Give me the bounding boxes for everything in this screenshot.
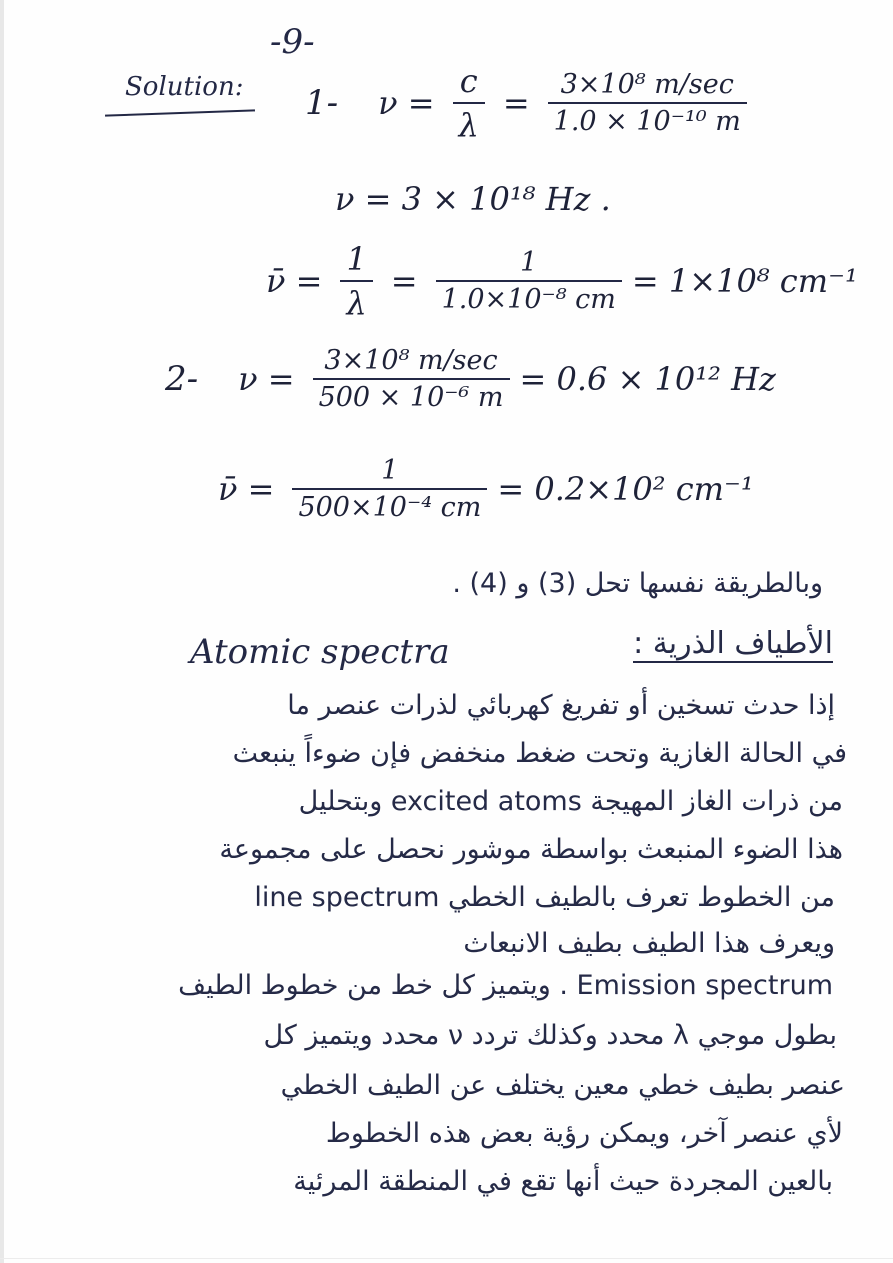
q1-frac2-num: 3×10⁸ m/sec [560, 69, 734, 100]
page-edge-shadow [0, 0, 4, 1263]
q2-wavenumber-result: = 0.2×10² cm⁻¹ [497, 470, 754, 508]
similar-method-note: وبالطريقة نفسها تحل (3) و (4) . [452, 568, 823, 599]
paragraph-line: Emission spectrum . ويتميز كل خط من خطوط الطيف [178, 970, 833, 1001]
page-bottom-edge [0, 1258, 893, 1259]
paragraph-line: من الخطوط تعرف بالطيف الخطي line spectrum [254, 882, 835, 913]
q2-frequency-fraction [313, 345, 510, 413]
paragraph-line: بالعين المجردة حيث أنها تقع في المنطقة المرئية [293, 1166, 833, 1197]
q1-value-fraction [548, 69, 747, 137]
paragraph-line: ويعرف هذا الطيف بطيف الانبعاث [463, 928, 835, 959]
section-title-english: Atomic spectra [190, 632, 450, 672]
q1-equation-frequency [305, 62, 757, 144]
solution-label: Solution: [125, 72, 244, 102]
page-number: -9- [270, 22, 315, 62]
q1-equation-wavenumber [258, 240, 858, 322]
q1-frac1-num: c [459, 62, 478, 100]
q2-wavenumber-fraction [292, 455, 487, 523]
solution-underline [105, 109, 255, 116]
paragraph-line: في الحالة الغازية وتحت ضغط منخفض فإن ضوءاً ينبعث [232, 738, 847, 769]
q1-wavenumber-fraction [436, 247, 622, 315]
q2-label: 2- [165, 359, 199, 399]
q2-nubar-lhs: ν̄ = [218, 470, 275, 508]
q2-line2-frac-den: 500×10⁻⁴ cm [292, 488, 487, 523]
q1-line3-frac2-den: 1.0×10⁻⁸ cm [436, 280, 622, 315]
paragraph-line: عنصر بطيف خطي معين يختلف عن الطيف الخطي [280, 1070, 845, 1101]
q1-wavenumber-result: = 1×10⁸ cm⁻¹ [631, 262, 858, 300]
q1-nu-lhs: ν = [378, 84, 435, 122]
q1-line3-frac2-num: 1 [520, 247, 538, 278]
q1-frac2-den: 1.0 × 10⁻¹⁰ m [548, 102, 747, 137]
q2-equation-wavenumber [210, 455, 754, 523]
paragraph-line: إذا حدث تسخين أو تفريغ كهربائي لذرات عنصر ما [287, 690, 835, 721]
q2-frac-num: 3×10⁸ m/sec [324, 345, 498, 376]
q2-frac-den: 500 × 10⁻⁶ m [313, 378, 510, 413]
q1-one-over-lambda [340, 240, 372, 322]
q1-nubar-lhs: ν̄ = [266, 262, 323, 300]
q1-equals: = [502, 84, 530, 122]
q1-frequency-result-text: ν = 3 × 10¹⁸ Hz . [335, 180, 611, 218]
q2-equation-frequency [165, 345, 776, 413]
q2-frequency-result: = 0.6 × 10¹² Hz [519, 360, 776, 398]
paragraph-line: لأي عنصر آخر، ويمكن رؤية بعض هذه الخطوط [325, 1118, 843, 1149]
paragraph-line: من ذرات الغاز المهيجة excited atoms وبتحليل [298, 786, 843, 817]
q1-frequency-result [335, 180, 611, 218]
q2-line2-frac-num: 1 [381, 455, 399, 486]
section-title-arabic: الأطياف الذرية : [633, 626, 833, 661]
q2-nu-lhs: ν = [238, 360, 295, 398]
paragraph-line: بطول موجي λ محدد وكذلك تردد ν محدد ويتميز كل [263, 1020, 837, 1051]
q1-label: 1- [305, 83, 339, 123]
q1-line3-frac1-den: λ [340, 280, 372, 322]
q1-line3-equals: = [390, 262, 418, 300]
paragraph-line: هذا الضوء المنبعث بواسطة موشور نحصل على مجموعة [219, 834, 843, 865]
q1-line3-frac1-num: 1 [346, 240, 367, 278]
q1-frac1-den: λ [453, 102, 485, 144]
q1-c-over-lambda [453, 62, 485, 144]
